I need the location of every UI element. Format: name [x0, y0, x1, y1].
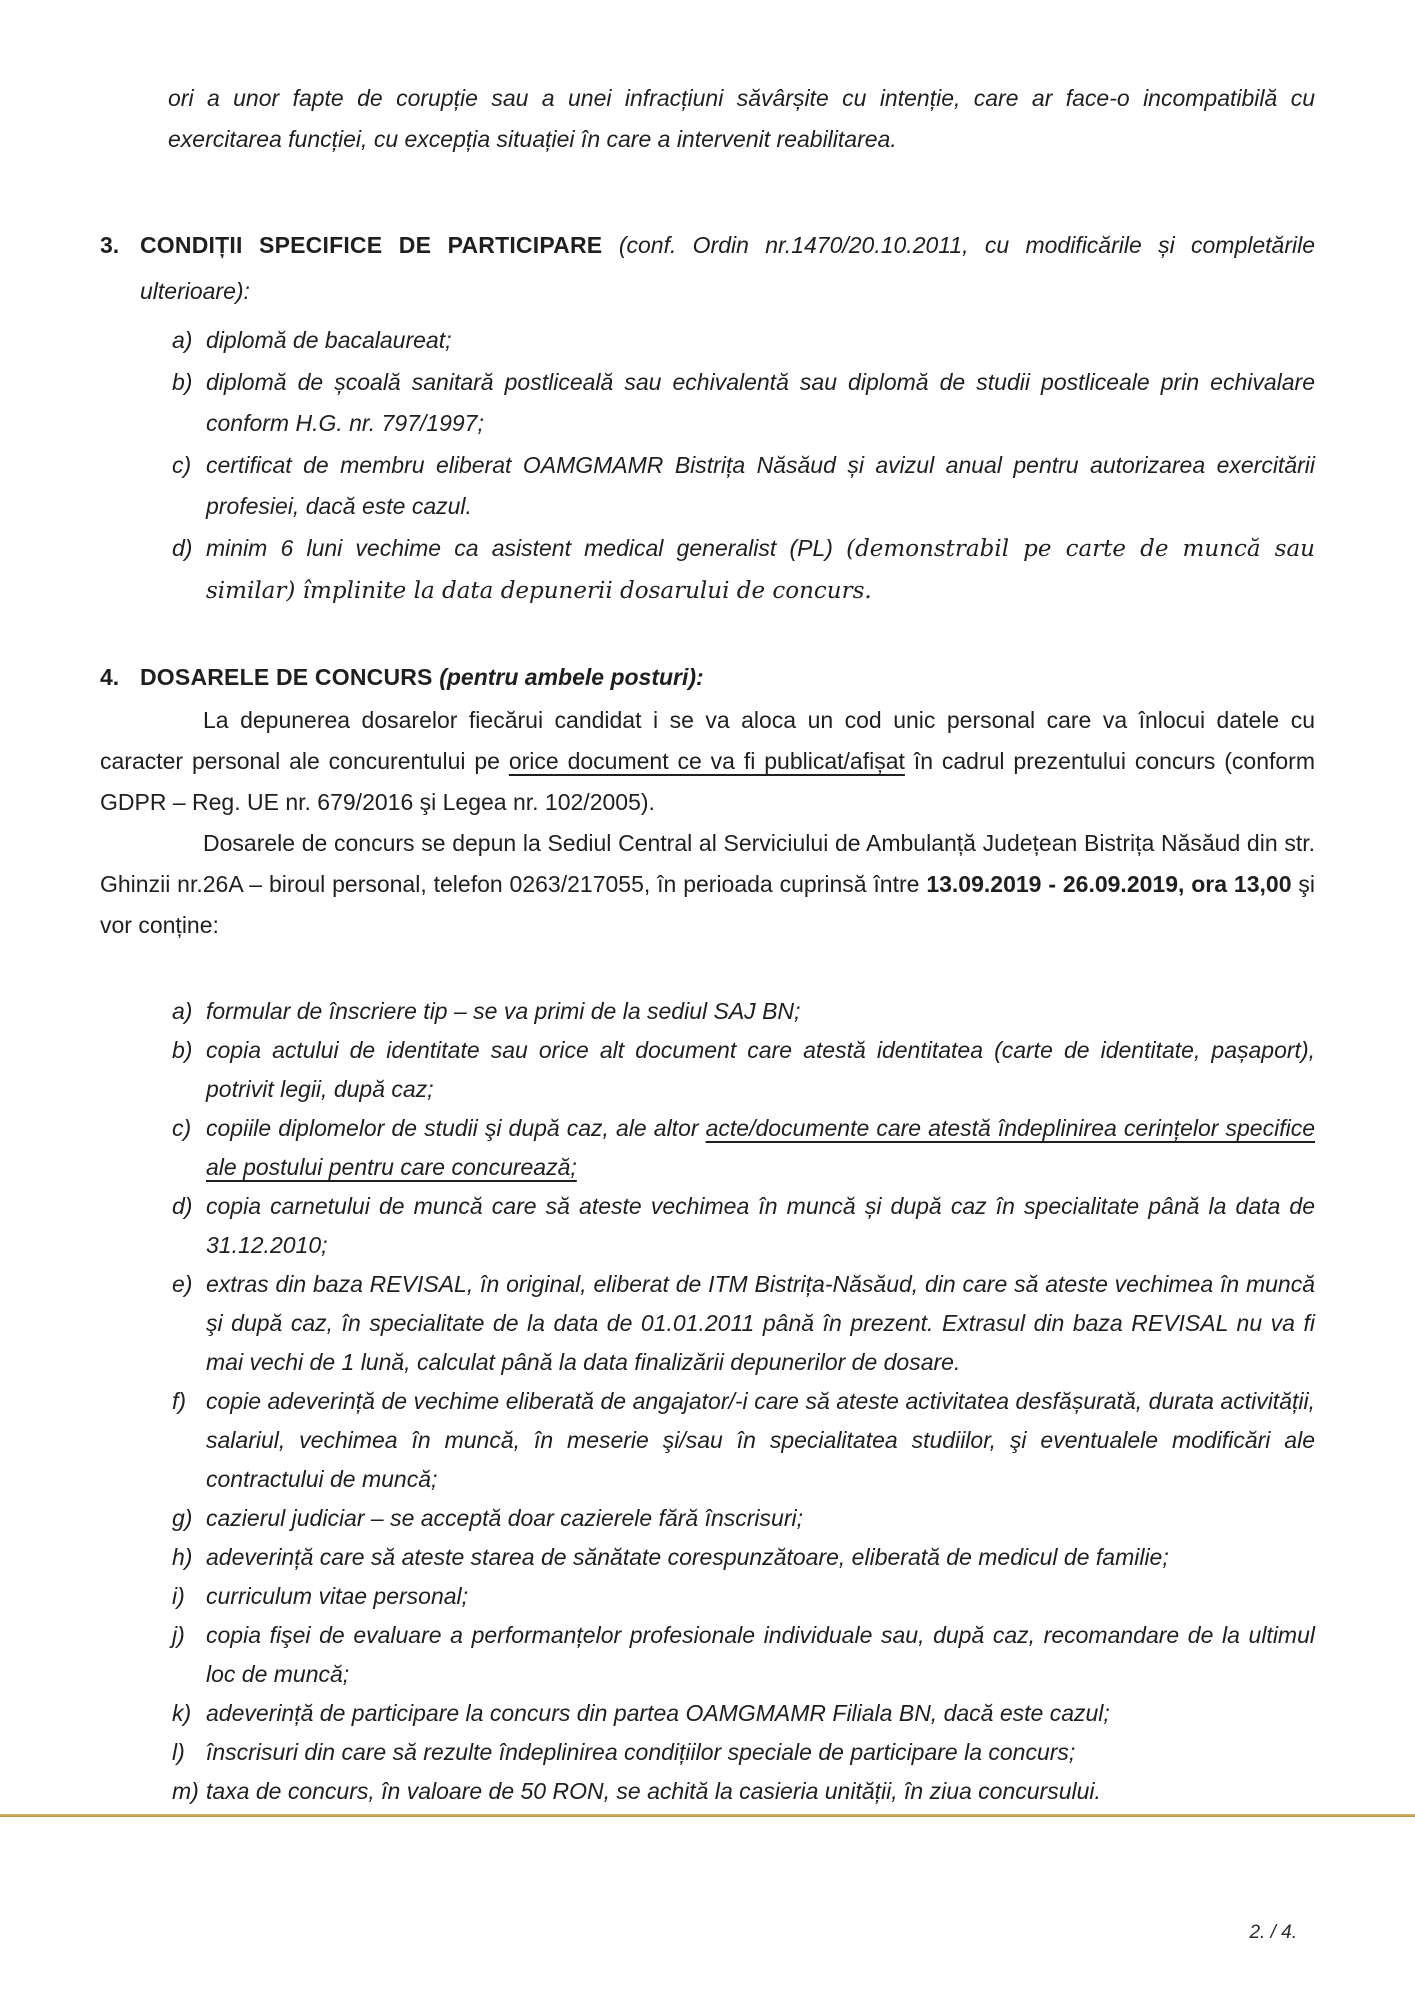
list-item-text: [206, 1382, 1315, 1499]
list-item-text: [206, 445, 1315, 528]
list-item-letter: f): [172, 1388, 187, 1414]
paragraph-2-text: Dosarele de concurs se depun la Sediul Central al Serviciului de Ambulanță Județean Bistrița Năsăud din str. Ghinzii nr.26A – biroul personal, telefon 0263/217055, în perioada cuprinsă între: [100, 830, 1315, 897]
list-item: [172, 445, 1315, 528]
list-item-text-main: adeverință de participare la concurs din partea OAMGMAMR Filiala BN, dacă este cazul;: [206, 1700, 1110, 1726]
list-item-letter: c): [172, 1115, 192, 1141]
list-item-text: [206, 1772, 1315, 1811]
intro-paragraph: ori a unor fapte de corupție sau a unei infracțiuni săvârșite cu intenție, care ar face-o incompatibilă cu exercitarea funcției, cu excepția situației în care a intervenit reabilitarea.: [168, 85, 1315, 152]
list-item-text-underlined: acte/documente care atestă îndeplinirea cerințelor specifice ale postului pentru care concurează;: [206, 1115, 1315, 1180]
list-item-text: [206, 1499, 1315, 1538]
section-3-number: 3.: [100, 232, 120, 258]
list-item: [172, 1538, 1315, 1577]
list-item: [172, 1616, 1315, 1694]
list-item-text-main: copie adeverință de vechime eliberată de angajator/-i care să ateste activitatea desfășurată, durata activității, salariul, vechimea în muncă, în meserie şi/sau în specialitatea studiilor, şi eventualele modificări ale contractului de muncă;: [206, 1388, 1315, 1492]
list-item-letter: k): [172, 1700, 192, 1726]
list-item-text-main: adeverință care să ateste starea de sănătate corespunzătoare, eliberată de medicul de familie;: [206, 1544, 1169, 1570]
list-item-letter: e): [172, 1271, 193, 1297]
list-item-text: [206, 1538, 1315, 1577]
list-item-letter: d): [172, 1193, 193, 1219]
list-item: [172, 1733, 1315, 1772]
list-item: [172, 1031, 1315, 1109]
list-item-letter: a): [172, 998, 193, 1024]
list-item: [172, 1382, 1315, 1499]
section-4-paragraph-2: [100, 823, 1315, 946]
list-item: [172, 362, 1315, 445]
list-item-text-main: taxa de concurs, în valoare de 50 RON, se achită la casieria unității, în ziua concursului.: [206, 1778, 1101, 1804]
list-item-text: [206, 362, 1315, 445]
paragraph-2-bold-dates: 13.09.2019 - 26.09.2019, ora 13,00: [926, 871, 1292, 897]
section-3-item-list: [172, 320, 1315, 612]
list-item-letter: j): [172, 1622, 185, 1648]
list-item-text: [206, 1616, 1315, 1694]
paragraph-1-text-end: în cadrul prezentului concurs (conform GDPR – Reg. UE nr. 679/2016 şi Legea nr. 102/2005).: [100, 748, 1315, 815]
list-item-letter: g): [172, 1505, 193, 1531]
list-item: [172, 320, 1315, 362]
list-item-letter: a): [172, 327, 193, 353]
list-item-text: [206, 1733, 1315, 1772]
list-item-text-main: cazierul judiciar – se acceptă doar cazierele fără înscrisuri;: [206, 1505, 803, 1531]
list-item-text: [206, 1265, 1315, 1382]
list-item-text-main: înscrisuri din care să rezulte îndeplinirea condițiilor speciale de participare la concurs;: [206, 1739, 1076, 1765]
list-item-text: [206, 992, 1315, 1031]
section-4-number: 4.: [100, 664, 120, 690]
list-item-text-main: certificat de membru eliberat OAMGMAMR Bistrița Năsăud și avizul anual pentru autorizarea exercitării profesiei, dacă este cazul.: [206, 452, 1315, 519]
list-item: [172, 1265, 1315, 1382]
list-item: [172, 1694, 1315, 1733]
list-item-letter: d): [172, 535, 193, 561]
list-item-text-main: diplomă de bacalaureat;: [206, 327, 452, 353]
list-item-text-main: diplomă de școală sanitară postliceală sau echivalentă sau diplomă de studii postliceale prin echivalare conform H.G. nr. 797/1997;: [206, 369, 1315, 436]
section-4-heading: [100, 654, 1315, 700]
section-3-heading-text: [140, 222, 1315, 314]
list-item-text-main: copia actului de identitate sau orice alt document care atestă identitatea (carte de identitate, pașaport), potrivit legii, după caz;: [206, 1037, 1315, 1102]
list-item: [172, 992, 1315, 1031]
page-number: 2. / 4.: [1249, 1922, 1297, 1943]
section-4-paragraph-1: [100, 700, 1315, 823]
list-item: [172, 1772, 1315, 1811]
list-item: [172, 1577, 1315, 1616]
section-3-title: CONDIȚII SPECIFICE DE PARTICIPARE: [140, 232, 619, 258]
list-item-text-main: copiile diplomelor de studii şi după caz, ale altor: [206, 1115, 706, 1141]
list-item-letter: b): [172, 1037, 193, 1063]
list-item-text-main: minim 6 luni vechime ca asistent medical generalist (PL): [206, 535, 847, 561]
list-item-text: [206, 1187, 1315, 1265]
section-3-title-note: (conf. Ordin nr.1470/20.10.2011, cu modificările și completările ulterioare):: [140, 232, 1315, 304]
list-item-text-note: (demonstrabil pe carte de muncă sau similar) împlinite la data depunerii dosarului de concurs.: [206, 536, 1315, 604]
list-item-text: [206, 1031, 1315, 1109]
list-item-text: [206, 320, 1315, 362]
section-3-heading: [100, 222, 1315, 314]
dossier-item-list: [172, 992, 1315, 1811]
section-4-heading-text: [140, 654, 1315, 700]
list-item: [172, 528, 1315, 612]
list-item-text: [206, 1694, 1315, 1733]
section-4-title-note: (pentru ambele posturi):: [439, 664, 704, 690]
paragraph-2-text-end: şi vor conține:: [100, 871, 1315, 938]
footer-divider-rule: [0, 1814, 1415, 1817]
list-item: [172, 1187, 1315, 1265]
paragraph-1-text: La depunerea dosarelor fiecărui candidat i se va aloca un cod unic personal care va înlocui datele cu caracter personal ale concurentului pe: [100, 707, 1315, 774]
list-item: [172, 1499, 1315, 1538]
paragraph-1-underlined-text: orice document ce va fi publicat/afișat: [508, 748, 905, 774]
list-item-letter: m): [172, 1778, 199, 1804]
list-item-text: [206, 528, 1315, 612]
list-item-letter: h): [172, 1544, 193, 1570]
list-item-letter: b): [172, 369, 193, 395]
list-item-text-main: copia fişei de evaluare a performanțelor profesionale individuale sau, după caz, recomandare de la ultimul loc de muncă;: [206, 1622, 1315, 1687]
list-item-text-main: extras din baza REVISAL, în original, eliberat de ITM Bistrița-Năsăud, din care să ateste vechimea în muncă şi după caz, în specialitate de la data de 01.01.2011 până în prezent. Extrasul din baza REVISAL nu va fi mai vechi de 1 lună, calculat până la data finalizării depunerilor de dosare.: [206, 1271, 1315, 1375]
list-item-letter: l): [172, 1739, 185, 1765]
list-item-text: [206, 1577, 1315, 1616]
list-item: [172, 1109, 1315, 1187]
list-item-letter: i): [172, 1583, 185, 1609]
list-item-text-main: formular de înscriere tip – se va primi de la sediul SAJ BN;: [206, 998, 801, 1024]
list-item-text: [206, 1109, 1315, 1187]
list-item-text-main: copia carnetului de muncă care să ateste vechimea în muncă și după caz în specialitate până la data de 31.12.2010;: [206, 1193, 1315, 1258]
section-4-title: DOSARELE DE CONCURS: [140, 664, 440, 690]
list-item-letter: c): [172, 452, 192, 478]
list-item-text-main: curriculum vitae personal;: [206, 1583, 469, 1609]
